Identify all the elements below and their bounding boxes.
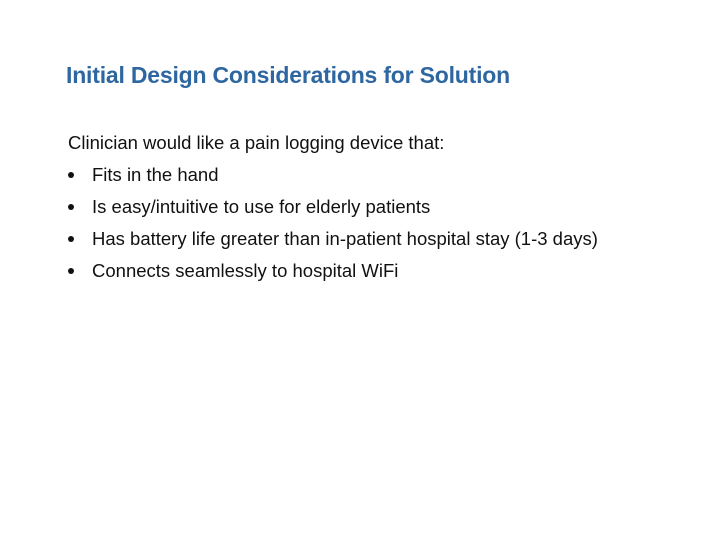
slide-title: Initial Design Considerations for Solution xyxy=(66,62,510,88)
bullet-text: Connects seamlessly to hospital WiFi xyxy=(92,260,399,281)
bullet-text: Fits in the hand xyxy=(92,164,219,185)
bullet-text: Has battery life greater than in-patient hospital stay (1-3 days) xyxy=(92,228,598,249)
bullet-text: Is easy/intuitive to use for elderly patients xyxy=(92,196,431,217)
bullet-icon xyxy=(68,268,74,274)
bullet-icon xyxy=(68,172,74,178)
intro-text: Clinician would like a pain logging device that: xyxy=(68,132,445,153)
bullet-icon xyxy=(68,204,74,210)
bullet-icon xyxy=(68,236,74,242)
